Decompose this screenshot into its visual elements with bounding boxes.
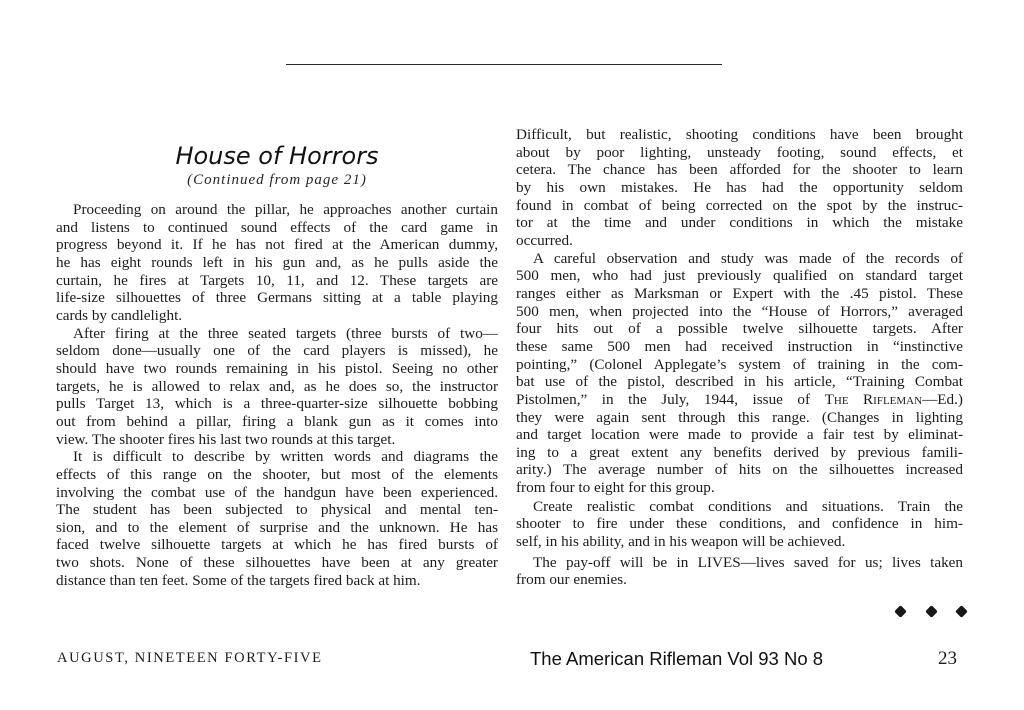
text-line: sion, and to the element of surprise and the unknown. He has	[56, 518, 498, 536]
diamond-ornament-icon	[955, 605, 968, 618]
text-line: pointing,” (Colonel Applegate’s system of training in the com-	[516, 355, 963, 373]
diamond-ornament-icon	[925, 605, 938, 618]
text-line: by his own mistakes. He has had the opportunity seldom	[516, 178, 963, 196]
text-line: cards by candlelight.	[56, 306, 183, 324]
text-line: bat use of the pistol, described in his article, “Training Combat	[516, 373, 963, 391]
issue-date: AUGUST, NINETEEN FORTY-FIVE	[57, 650, 323, 666]
text-line: The pay-off will be in LIVES—lives saved for us; lives taken	[533, 553, 963, 571]
text-line: cetera. The chance has been afforded for the shooter to learn	[516, 161, 963, 179]
text-line: ranges either as Marksman or Expert with the .45 pistol. These	[516, 284, 963, 302]
paragraph	[56, 325, 498, 449]
text-line: Pistolmen,” in the July, 1944, issue of The Rifleman—Ed.)	[516, 390, 963, 408]
text-line: arity.) The average number of hits on the silhouettes increased	[516, 461, 963, 479]
paragraph	[516, 554, 963, 589]
text-line: targets, he is allowed to relax and, as he does so, the instructor	[56, 377, 498, 395]
text-line: self, in his ability, and in his weapon will be achieved.	[516, 533, 846, 551]
text-line: about by poor lighting, unsteady footing, sound effects, et	[516, 143, 963, 161]
text-line: these same 500 men had received instruction in “instinctive	[516, 337, 963, 355]
text-line: pulls Target 13, which is a three-quarter-size silhouette bobbing	[56, 395, 498, 413]
text-line: four hits out of a possible twelve silhouette targets. After	[516, 320, 963, 338]
text-line: Proceeding on around the pillar, he approaches another curtain	[73, 201, 498, 218]
text-line: life-size silhouettes of three Germans sitting at a table playing	[56, 289, 498, 307]
text-line: occurred.	[516, 231, 573, 249]
text-line: from four to eight for this group.	[516, 479, 715, 497]
text-line: The student has been subjected to physical and mental ten-	[56, 501, 498, 519]
text-line: distance than ten feet. Some of the targets fired back at him.	[56, 571, 421, 589]
text-line: faced twelve silhouette targets at which he has fired bursts of	[56, 536, 498, 554]
text-line: they were again sent through this range. (Changes in lighting	[516, 408, 963, 426]
text-line: seldom done—usually one of the card players is missed), he	[56, 342, 498, 360]
text-line: and listens to continued sound effects of the card game in	[56, 218, 498, 236]
right-column	[516, 126, 963, 589]
text-line: curtain, he fires at Targets 10, 11, and 12. These targets are	[56, 271, 498, 289]
page-number: 23	[938, 648, 957, 669]
publication-source: The American Rifleman Vol 93 No 8	[530, 648, 824, 669]
text-line: from our enemies.	[516, 571, 627, 589]
text-line: Create realistic combat conditions and situations. Train the	[533, 497, 963, 515]
text-line: tor at the time and under conditions in which the mistake	[516, 214, 963, 232]
text-line: Difficult, but realistic, shooting conditions have been brought	[516, 126, 963, 143]
text-line: shooter to fire under these conditions, and confidence in him-	[516, 515, 963, 533]
text-line: progress beyond it. If he has not fired at the American dummy,	[56, 236, 498, 254]
text-line: two shots. None of these silhouettes have been at any greater	[56, 554, 498, 572]
magazine-name: The Rifleman	[824, 390, 923, 408]
text-line: he has eight rounds left in his gun and, as he pulls aside the	[56, 253, 498, 271]
text-line: A careful observation and study was made of the records of	[533, 249, 963, 267]
article-continuation-note: (Continued from page 21)	[187, 172, 367, 188]
text-line: view. The shooter fires his last two rounds at this target.	[56, 430, 396, 448]
text-line: found in combat of being corrected on the spot by the instruc-	[516, 196, 963, 214]
text-line: should have two rounds remaining in his pistol. Seeing no other	[56, 359, 498, 377]
text-line: 500 men, when projected into the “House of Horrors,” averaged	[516, 302, 963, 320]
end-of-article-ornament-icon	[896, 604, 966, 618]
text-line: effects of this range on the shooter, but most of the elements	[56, 465, 498, 483]
left-column	[56, 201, 498, 589]
paragraph	[516, 250, 963, 497]
paragraph	[516, 126, 963, 250]
text-line: 500 men, who had just previously qualified on standard target	[516, 267, 963, 285]
paragraph	[56, 448, 498, 589]
article-title: House of Horrors	[175, 142, 379, 171]
text-line: It is difficult to describe by written words and diagrams the	[73, 448, 498, 466]
top-horizontal-rule	[286, 64, 722, 65]
text-line: involving the combat use of the handgun have been experienced.	[56, 483, 498, 501]
text-line: out from behind a pillar, firing a blank gun as it comes into	[56, 412, 498, 430]
paragraph	[56, 201, 498, 325]
text-line: and target location were made to provide a fair test by eliminat-	[516, 426, 963, 444]
text-line: After firing at the three seated targets (three bursts of two—	[73, 324, 498, 342]
paragraph	[516, 498, 963, 551]
text-line: ing to a great extent any benefits derived by previous famili-	[516, 443, 963, 461]
diamond-ornament-icon	[894, 605, 907, 618]
